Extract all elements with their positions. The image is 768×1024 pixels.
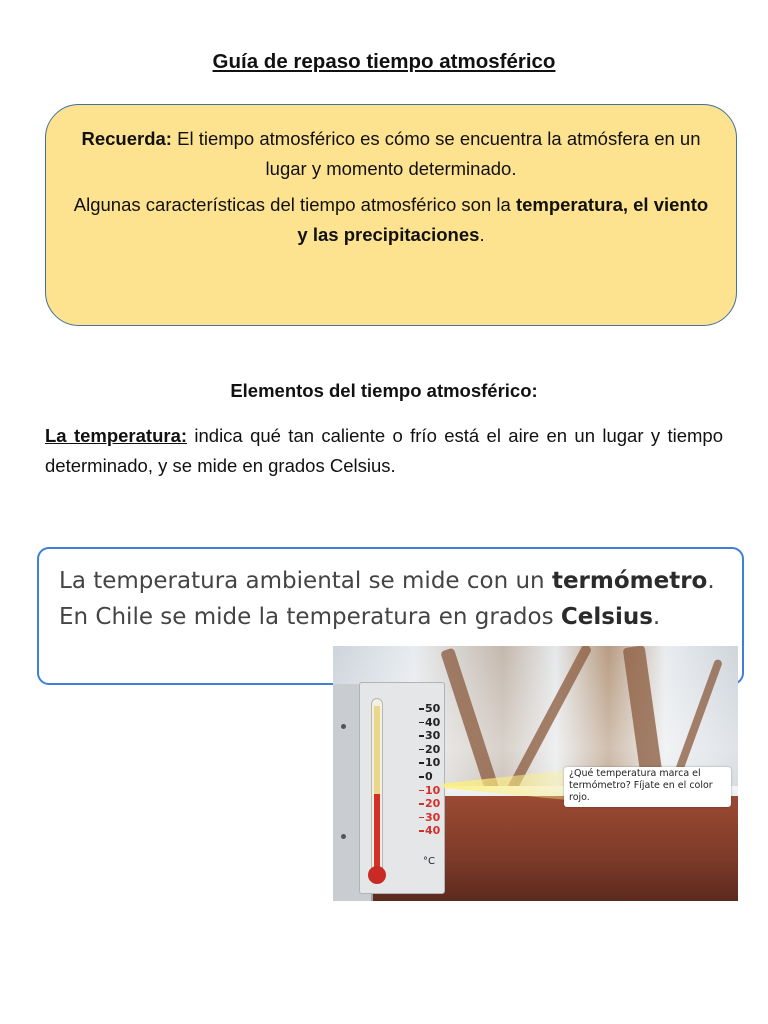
callout-question: ¿Qué temperatura marca el termómetro? Fíjate en el color rojo. [564, 767, 731, 807]
remember-box [45, 104, 737, 326]
characteristics-text-end: . [479, 224, 485, 245]
tree-branch [440, 648, 500, 795]
celsius-unit: °C [423, 856, 435, 867]
screw-icon [341, 724, 346, 729]
scale-tick [419, 790, 424, 792]
thermometer-photo [333, 646, 738, 901]
temperature-term: La temperatura: [45, 425, 188, 446]
scale-label: 30 [425, 810, 441, 824]
thermometer-red-liquid [374, 794, 380, 872]
remember-label: Recuerda: [81, 128, 172, 149]
scale-tick [419, 817, 424, 819]
scale-tick [419, 762, 424, 764]
tree-branch [671, 659, 723, 784]
thermometer-bulb [368, 866, 386, 884]
remember-text: El tiempo atmosférico es cómo se encuentra la atmósfera en un lugar y momento determinado. [171, 128, 701, 179]
characteristics-text-start: Algunas características del tiempo atmosférico son la [73, 194, 516, 215]
screw-icon [341, 834, 346, 839]
temperature-definition-text: indica qué tan caliente o frío está el aire en un lugar y tiempo determinado, y se mide en grados Celsius. [45, 425, 723, 476]
textbook-bold-celsius: Celsius [560, 604, 653, 630]
scale-label: 20 [425, 797, 441, 811]
scale-label: 40 [425, 715, 441, 729]
section-heading: Elementos del tiempo atmosférico: [230, 380, 538, 401]
scale-tick [419, 749, 424, 751]
scale-tick [419, 735, 424, 737]
scale-label: 40 [425, 824, 441, 838]
characteristics-paragraph [70, 190, 712, 250]
scale-label: 10 [425, 783, 441, 797]
scale-tick [419, 708, 424, 710]
textbook-bold-thermometer: termómetro [551, 568, 708, 594]
page-title: Guía de repaso tiempo atmosférico [212, 50, 556, 73]
textbook-part-3: . [652, 604, 661, 630]
scale-tick [419, 830, 424, 832]
scale-label: 20 [425, 742, 441, 756]
textbook-part-2: . En Chile se mide la temperatura en grados [59, 568, 715, 630]
scale-tick [419, 722, 424, 724]
thermometer-column [374, 706, 380, 796]
scale-tick [419, 776, 424, 778]
textbook-excerpt-text [59, 563, 739, 635]
remember-paragraph [70, 124, 712, 184]
textbook-part-1: La temperatura ambiental se mide con un [59, 568, 552, 594]
scale-label: 50 [425, 702, 441, 715]
temperature-definition [45, 421, 723, 481]
characteristics-bold: temperatura, el viento y las precipitaciones [297, 194, 709, 245]
scale-label: 30 [425, 729, 441, 743]
scale-tick [419, 803, 424, 805]
scale-label: 0 [425, 770, 433, 783]
scale-label: 10 [425, 756, 441, 770]
